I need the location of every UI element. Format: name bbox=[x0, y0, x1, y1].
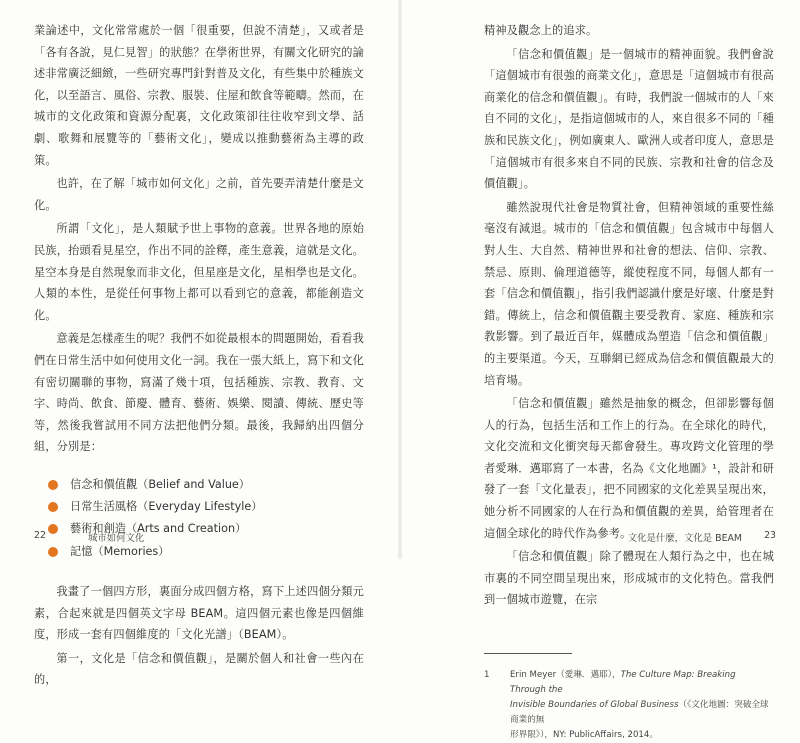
body-paragraph: 第一，文化是「信念和價值觀」，是關於個人和社會一些內在的， bbox=[34, 651, 364, 687]
footnote-line bbox=[510, 698, 774, 728]
left-text-column bbox=[34, 20, 364, 693]
body-paragraph: 所謂「文化」，是人類賦予世上事物的意義。世界各地的原始民族，抬頭看見星空，作出不同的詮釋，產生意義，這就是文化。星空本身是自然現象而非文化，但星座是文化，星相學也是文化。人類的本性，是從任何事物上都可以看到它的意義，都能創造文化。 bbox=[34, 222, 364, 322]
footnote-number: 1 bbox=[484, 670, 490, 681]
list-item-label: 藝術和創造（Arts and Creation） bbox=[70, 522, 247, 536]
footnote-body bbox=[510, 668, 774, 743]
body-paragraph: 雖然說現代社會是物質社會，但精神領域的重要性絲毫沒有減退。城市的「信念和價值觀」包含城市中每個人對人生、大自然、精神世界和社會的想法、信仰、宗教、禁忌、原則、倫理道德等，縱使程度不同，每個人都有一套「信念和價值觀」，指引我們認識什麼是好壞、什麼是對錯。傳統上，信念和價值觀主要受教育、家庭、種族和宗教影響。到了最近百年，媒體成為塑造「信念和價值觀」的主要渠道。今天，互聯網已經成為信念和價值觀最大的培育場。 bbox=[484, 200, 774, 387]
right-text-column bbox=[484, 20, 774, 743]
footnote-title: Invisible Boundaries of Global Business bbox=[510, 700, 679, 711]
bullet-dot-icon bbox=[48, 524, 58, 534]
body-paragraph: 「信念和價值觀」是一個城市的精神面貌。我們會說「這個城市有很強的商業文化」，意思是「這個城市有很高商業化的信念和價值觀」。有時，我們說一個城市的人「來自不同的文化」，是指這個城市的人，來自很多不同的「種族和民族文化」，例如廣東人、歐洲人或者印度人，意思是「這個城市有很多來自不同的民族、宗教和社會的信念及價值觀」。 bbox=[484, 47, 774, 191]
list-item bbox=[48, 474, 364, 496]
list-item-label: 信念和價值觀（Belief and Value） bbox=[70, 477, 250, 491]
right-page bbox=[400, 0, 800, 741]
list-item bbox=[48, 541, 364, 563]
beam-bullet-list bbox=[34, 474, 364, 563]
footnote-divider bbox=[484, 653, 572, 654]
body-paragraph: 業論述中，文化常常處於一個「很重要，但說不清楚」，又或者是「各有各說，見仁見智」的狀態？在學術世界，有關文化研究的論述非常廣泛細緻，一些研究專門針對普及文化，有些集中於種族文化，以至語言、風俗、宗教、服裝、住屋和飲食等範疇。然而，在城市的文化政策和資源分配裏，文化政策卻往往收窄到文學、話劇、歌舞和展覽等的「藝術文化」，變成以推動藝術為主導的政策。 bbox=[34, 24, 364, 167]
list-item-label: 記憶（Memories） bbox=[70, 544, 170, 558]
left-page bbox=[0, 0, 400, 687]
footnote-title: The Culture Map: Breaking Through the bbox=[510, 670, 736, 696]
body-paragraph: 「信念和價值觀」雖然是抽象的概念，但卻影響每個人的行為，包括生活和工作上的行為。在全球化的時代，文化交流和文化衝突每天都會發生。專攻跨文化管理的學者愛琳．邁耶寫了一本書，名為《文化地圖》¹，設計和研發了一套「文化量表」，把不同國家的文化差異呈現出來，她分析不同國家的人在行為和價值觀的差異，給管理者在這個全球化的時代作為參考。 bbox=[484, 397, 774, 540]
running-head: 城市如何文化 bbox=[88, 533, 145, 544]
footnote-chinese-title: （《文化地圖：突破全球商業的無 bbox=[510, 700, 769, 726]
body-paragraph: 「信念和價值觀」除了體現在人類行為之中，也在城市裏的不同空間呈現出來，形成城市的文化特色。當我們到一個城市遊覽，在宗 bbox=[484, 550, 774, 607]
body-paragraph: 我畫了一個四方形，裏面分成四個方格，寫下上述四個分類元素，合起來就是四個英文字母 BEAM。這四個元素也像是四個維度，形成一套有四個維度的「文化光譜」（BEAM）。 bbox=[34, 585, 364, 642]
footnote-author: Erin Meyer（愛琳．邁耶）， bbox=[510, 670, 621, 681]
footnote bbox=[484, 668, 774, 743]
body-paragraph: 精神及觀念上的追求。 bbox=[484, 24, 598, 37]
page-number: 22 bbox=[34, 530, 46, 541]
footnote-line bbox=[510, 668, 774, 698]
body-paragraph: 意義是怎樣產生的呢？我們不如從最根本的問題開始，看看我們在日常生活中如何使用文化一詞。我在一張大紙上，寫下和文化有密切關聯的事物，寫滿了幾十項，包括種族、宗教、教育、文字、時尚、飲食、節慶、體育、藝術、娛樂、閱讀、傳統、歷史等等，然後我嘗試用不同方法把他們分類。最後，我歸納出四個分組，分別是： bbox=[34, 332, 364, 454]
body-paragraph: 也許，在了解「城市如何文化」之前，首先要弄清楚什麼是文化。 bbox=[34, 177, 364, 212]
list-item bbox=[48, 496, 364, 518]
page-number: 23 bbox=[764, 530, 776, 541]
bullet-dot-icon bbox=[48, 547, 58, 557]
bullet-dot-icon bbox=[48, 502, 58, 512]
bullet-dot-icon bbox=[48, 480, 58, 490]
footnote-line: 形界限》），NY: PublicAffairs, 2014。 bbox=[510, 730, 658, 741]
list-item-label: 日常生活風格（Everyday Lifestyle） bbox=[70, 500, 263, 514]
running-head: 文化是什麼，文化是 BEAM bbox=[627, 533, 742, 544]
